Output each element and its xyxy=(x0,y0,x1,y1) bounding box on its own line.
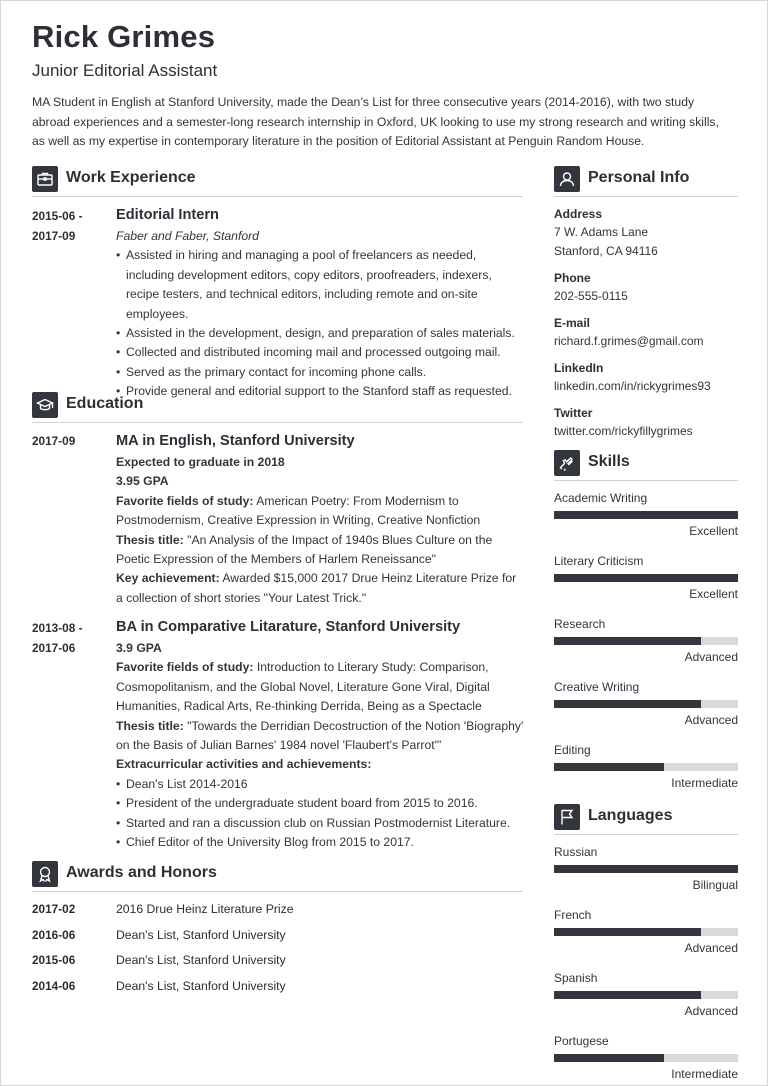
skill-level-bar xyxy=(554,574,738,582)
job-title: Junior Editorial Assistant xyxy=(32,61,218,80)
language-level-bar xyxy=(554,928,738,936)
award-text: Dean's List, Stanford University xyxy=(116,928,286,942)
language-name: Spanish xyxy=(554,971,598,985)
language-level-bar xyxy=(554,1054,738,1062)
field-value: Introduction to Literary Study: Comparison, Cosmopolitanism, and the Global Novel, Literature Gone Viral, Digital Humanities, Radical Arts, Re-thinking Derrida, Being as a Spectacle xyxy=(116,660,490,714)
skill-level-bar xyxy=(554,637,738,645)
skill-level-bar xyxy=(554,763,738,771)
job-date-end: 2017-09 xyxy=(32,229,76,243)
skill-level-fill xyxy=(554,700,701,708)
language-level-bar xyxy=(554,865,738,873)
section-divider xyxy=(32,422,523,423)
section-divider xyxy=(554,480,738,481)
skill-level-label: Intermediate xyxy=(671,776,738,790)
skill-level-label: Advanced xyxy=(684,713,738,727)
gpa: 3.9 GPA xyxy=(116,641,162,655)
section-divider xyxy=(554,834,738,835)
award-text: 2016 Drue Heinz Literature Prize xyxy=(116,902,294,916)
skill-name: Literary Criticism xyxy=(554,554,644,568)
skill-level-bar xyxy=(554,511,738,519)
skill xyxy=(554,554,738,617)
language xyxy=(554,845,738,908)
degree-title: BA in Comparative Litarature, Stanford University xyxy=(116,619,461,635)
award-text: Dean's List, Stanford University xyxy=(116,979,286,993)
language-name: Portugese xyxy=(554,1034,609,1048)
language-level-label: Advanced xyxy=(684,941,738,955)
field-value: "An Analysis of the Impact of 1940s Blues Culture on the Poetic Expression of the Members of Harlem Reneissance" xyxy=(116,532,493,567)
skill-level-label: Excellent xyxy=(689,524,738,538)
language-level-label: Bilingual xyxy=(692,878,738,892)
skill xyxy=(554,491,738,554)
skill-level-fill xyxy=(554,511,738,519)
edu-date-end: 2017-06 xyxy=(32,641,76,655)
expected-graduation: Expected to graduate in 2018 xyxy=(116,455,285,469)
award-date: 2014-06 xyxy=(32,979,76,993)
list-item: • Served as the primary contact for incoming phone calls. xyxy=(116,363,526,382)
address-label: Address xyxy=(554,207,603,221)
award-date: 2015-06 xyxy=(32,953,76,967)
work-experience-heading xyxy=(32,166,523,196)
job-company: Faber and Faber, Stanford xyxy=(116,229,259,243)
language xyxy=(554,971,738,1034)
field-value: Awarded $15,000 2017 Drue Heinz Literature Prize for a collection of short stories "Your Latest Trick." xyxy=(116,571,517,605)
list-item: • President of the undergraduate student board from 2015 to 2016. xyxy=(116,794,526,813)
section-title: Education xyxy=(66,395,144,412)
language-level-fill xyxy=(554,991,701,999)
language-level-fill xyxy=(554,865,738,873)
list-item: • Dean's List 2014-2016 xyxy=(116,775,526,794)
section-title: Work Experience xyxy=(66,169,196,186)
address-line-1: 7 W. Adams Lane xyxy=(554,225,649,239)
extracurricular-list xyxy=(116,775,526,853)
language-level-bar xyxy=(554,991,738,999)
skill-level-fill xyxy=(554,574,738,582)
field-label: Thesis title: xyxy=(116,532,184,547)
skill xyxy=(554,680,738,743)
user-icon xyxy=(554,166,580,192)
email-value: richard.f.grimes@gmail.com xyxy=(554,334,704,348)
skill-name: Research xyxy=(554,617,606,631)
extracurricular-label: Extracurricular activities and achievements: xyxy=(116,757,372,772)
language-level-label: Advanced xyxy=(684,1004,738,1018)
list-item: • Provide general and editorial support to the Stanford staff as requested. xyxy=(116,382,526,401)
email-label: E-mail xyxy=(554,316,591,330)
job-entry xyxy=(116,205,526,402)
language xyxy=(554,908,738,971)
hand-icon xyxy=(554,450,580,476)
field-label: Favorite fields of study: xyxy=(116,660,254,675)
education-heading xyxy=(32,392,523,422)
section-title: Awards and Honors xyxy=(66,864,217,881)
summary-paragraph: MA Student in English at Stanford University, made the Dean’s List for three consecutive years (2014-2016), with two study abroad experiences and a semester-long research internship in Oxford, UK looking to use my strong research and writing skills, as well as my expertise in contemporary literature in the position of Editorial Assistant at Penguin Random House. xyxy=(32,95,719,148)
thesis xyxy=(116,717,526,756)
key-achievement xyxy=(116,569,526,608)
job-title-heading: Editorial Intern xyxy=(116,207,219,223)
briefcase-icon xyxy=(32,166,58,192)
list-item: • Started and ran a discussion club on Russian Postmodernist Literature. xyxy=(116,814,526,833)
skill-name: Editing xyxy=(554,743,591,757)
field-value: American Poetry: From Modernism to Postmodernism, Creative Expression in Writing, Creative Nonfiction xyxy=(116,493,481,528)
field-value: "Towards the Derridian Decostruction of the Notion 'Biography' on the Basis of Julian Barnes' 1984 novel 'Flaubert's Parrot'" xyxy=(116,718,524,753)
personal-info-heading xyxy=(554,166,738,196)
skill-level-label: Advanced xyxy=(684,650,738,664)
skill-name: Creative Writing xyxy=(554,680,640,694)
list-item: • Collected and distributed incoming mail and processed outgoing mail. xyxy=(116,343,526,362)
phone-value: 202-555-0115 xyxy=(554,289,628,303)
linkedin-value: linkedin.com/in/rickygrimes93 xyxy=(554,379,711,393)
field-label: Favorite fields of study: xyxy=(116,493,254,508)
flag-icon xyxy=(554,804,580,830)
edu-date-start: 2013-08 - xyxy=(32,621,83,635)
skills-heading xyxy=(554,450,738,480)
award-row xyxy=(32,925,512,945)
section-title: Skills xyxy=(588,453,630,470)
favorite-fields xyxy=(116,492,526,531)
section-divider xyxy=(32,196,523,197)
gpa: 3.95 GPA xyxy=(116,474,169,489)
languages-heading xyxy=(554,804,738,834)
list-item: • Chief Editor of the University Blog from 2015 to 2017. xyxy=(116,833,526,852)
language-level-fill xyxy=(554,928,701,936)
language-name: French xyxy=(554,908,592,922)
awards-heading xyxy=(32,861,523,891)
language-level-fill xyxy=(554,1054,664,1062)
degree-title: MA in English, Stanford University xyxy=(116,433,355,449)
section-divider xyxy=(32,891,523,892)
field-label: Key achievement: xyxy=(116,571,220,586)
list-item: • Assisted in hiring and managing a pool of freelancers as needed, including development editors, copy editors, proofreaders, indexers, recipe testers, and technical editors, including remote and on-site employees. xyxy=(116,246,526,324)
phone-label: Phone xyxy=(554,271,591,285)
education-entry xyxy=(116,431,526,608)
award-date: 2016-06 xyxy=(32,928,76,942)
list-item: • Assisted in the development, design, and preparation of sales materials. xyxy=(116,324,526,343)
graduation-cap-icon xyxy=(32,392,58,418)
job-date-start: 2015-06 - xyxy=(32,209,83,223)
job-bullets xyxy=(116,246,526,401)
language-name: Russian xyxy=(554,845,598,859)
award-row xyxy=(32,950,512,970)
twitter-value: twitter.com/rickyfillygrimes xyxy=(554,424,693,438)
skill-level-bar xyxy=(554,700,738,708)
award-row xyxy=(32,899,512,919)
section-title: Languages xyxy=(588,807,673,824)
section-title: Personal Info xyxy=(588,169,690,186)
language-level-label: Intermediate xyxy=(671,1067,738,1081)
section-divider xyxy=(554,196,738,197)
award-date: 2017-02 xyxy=(32,902,76,916)
field-label: Thesis title: xyxy=(116,718,184,733)
skill-level-label: Excellent xyxy=(689,587,738,601)
linkedin-label: LinkedIn xyxy=(554,361,604,375)
twitter-label: Twitter xyxy=(554,406,593,420)
award-ribbon-icon xyxy=(32,861,58,887)
address-line-2: Stanford, CA 94116 xyxy=(554,244,658,258)
favorite-fields xyxy=(116,658,526,716)
skill-level-fill xyxy=(554,763,664,771)
skill-level-fill xyxy=(554,637,701,645)
skill xyxy=(554,617,738,680)
skill-name: Academic Writing xyxy=(554,491,648,505)
candidate-name: Rick Grimes xyxy=(32,19,216,54)
award-text: Dean's List, Stanford University xyxy=(116,953,286,967)
skill xyxy=(554,743,738,806)
thesis xyxy=(116,531,526,570)
award-row xyxy=(32,976,512,996)
education-entry xyxy=(116,617,526,852)
edu-date-start: 2017-09 xyxy=(32,434,76,448)
language xyxy=(554,1034,738,1086)
